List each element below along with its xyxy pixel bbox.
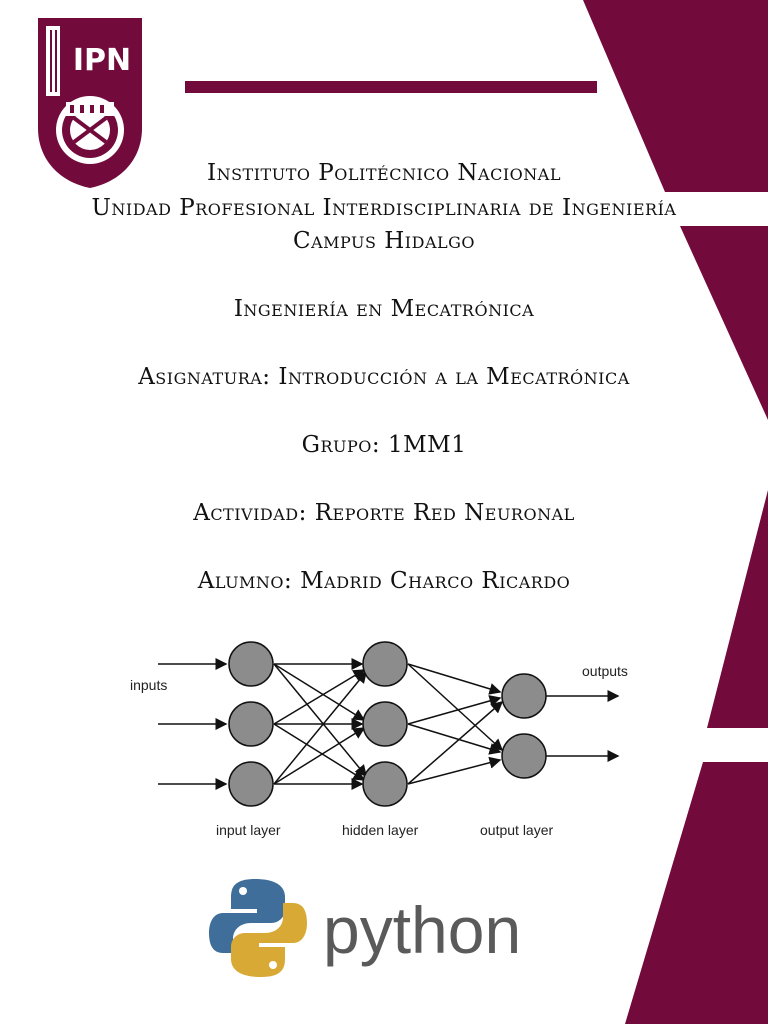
inputs-label: inputs: [130, 677, 168, 693]
activity-line: Actividad: Reporte Red Neuronal: [193, 500, 575, 526]
ipn-logo-text: IPN: [72, 43, 132, 78]
python-snake-icon: [209, 879, 307, 977]
stripe-upper: [680, 226, 768, 420]
stripe-bottom: [625, 762, 768, 1024]
institute-name: Instituto Politécnico Nacional: [207, 160, 561, 186]
input-node: [229, 762, 273, 806]
hidden-node: [363, 642, 407, 686]
hidden-layer-label: hidden layer: [342, 822, 419, 838]
output-node: [502, 734, 546, 778]
group-line: Grupo: 1MM1: [301, 432, 467, 458]
neural-network-diagram: [120, 630, 640, 850]
subject-line: Asignatura: Introducción a la Mecatrónica: [138, 364, 630, 390]
output-node: [502, 674, 546, 718]
student-line: Alumno: Madrid Charco Ricardo: [197, 568, 571, 594]
input-node: [229, 702, 273, 746]
hidden-node: [363, 702, 407, 746]
career-name: Ingeniería en Mecatrónica: [233, 296, 535, 322]
top-accent-bar: [185, 81, 597, 93]
campus-name: Campus Hidalgo: [292, 228, 476, 254]
hidden-node: [363, 762, 407, 806]
unit-name: Unidad Profesional Interdisciplinaria de Ingeniería: [91, 195, 677, 221]
input-node: [229, 642, 273, 686]
input-layer-label: input layer: [216, 822, 281, 838]
output-layer-label: output layer: [480, 822, 554, 838]
outputs-label: outputs: [582, 663, 628, 679]
python-logo: [205, 875, 565, 985]
python-wordmark: python: [323, 893, 522, 967]
